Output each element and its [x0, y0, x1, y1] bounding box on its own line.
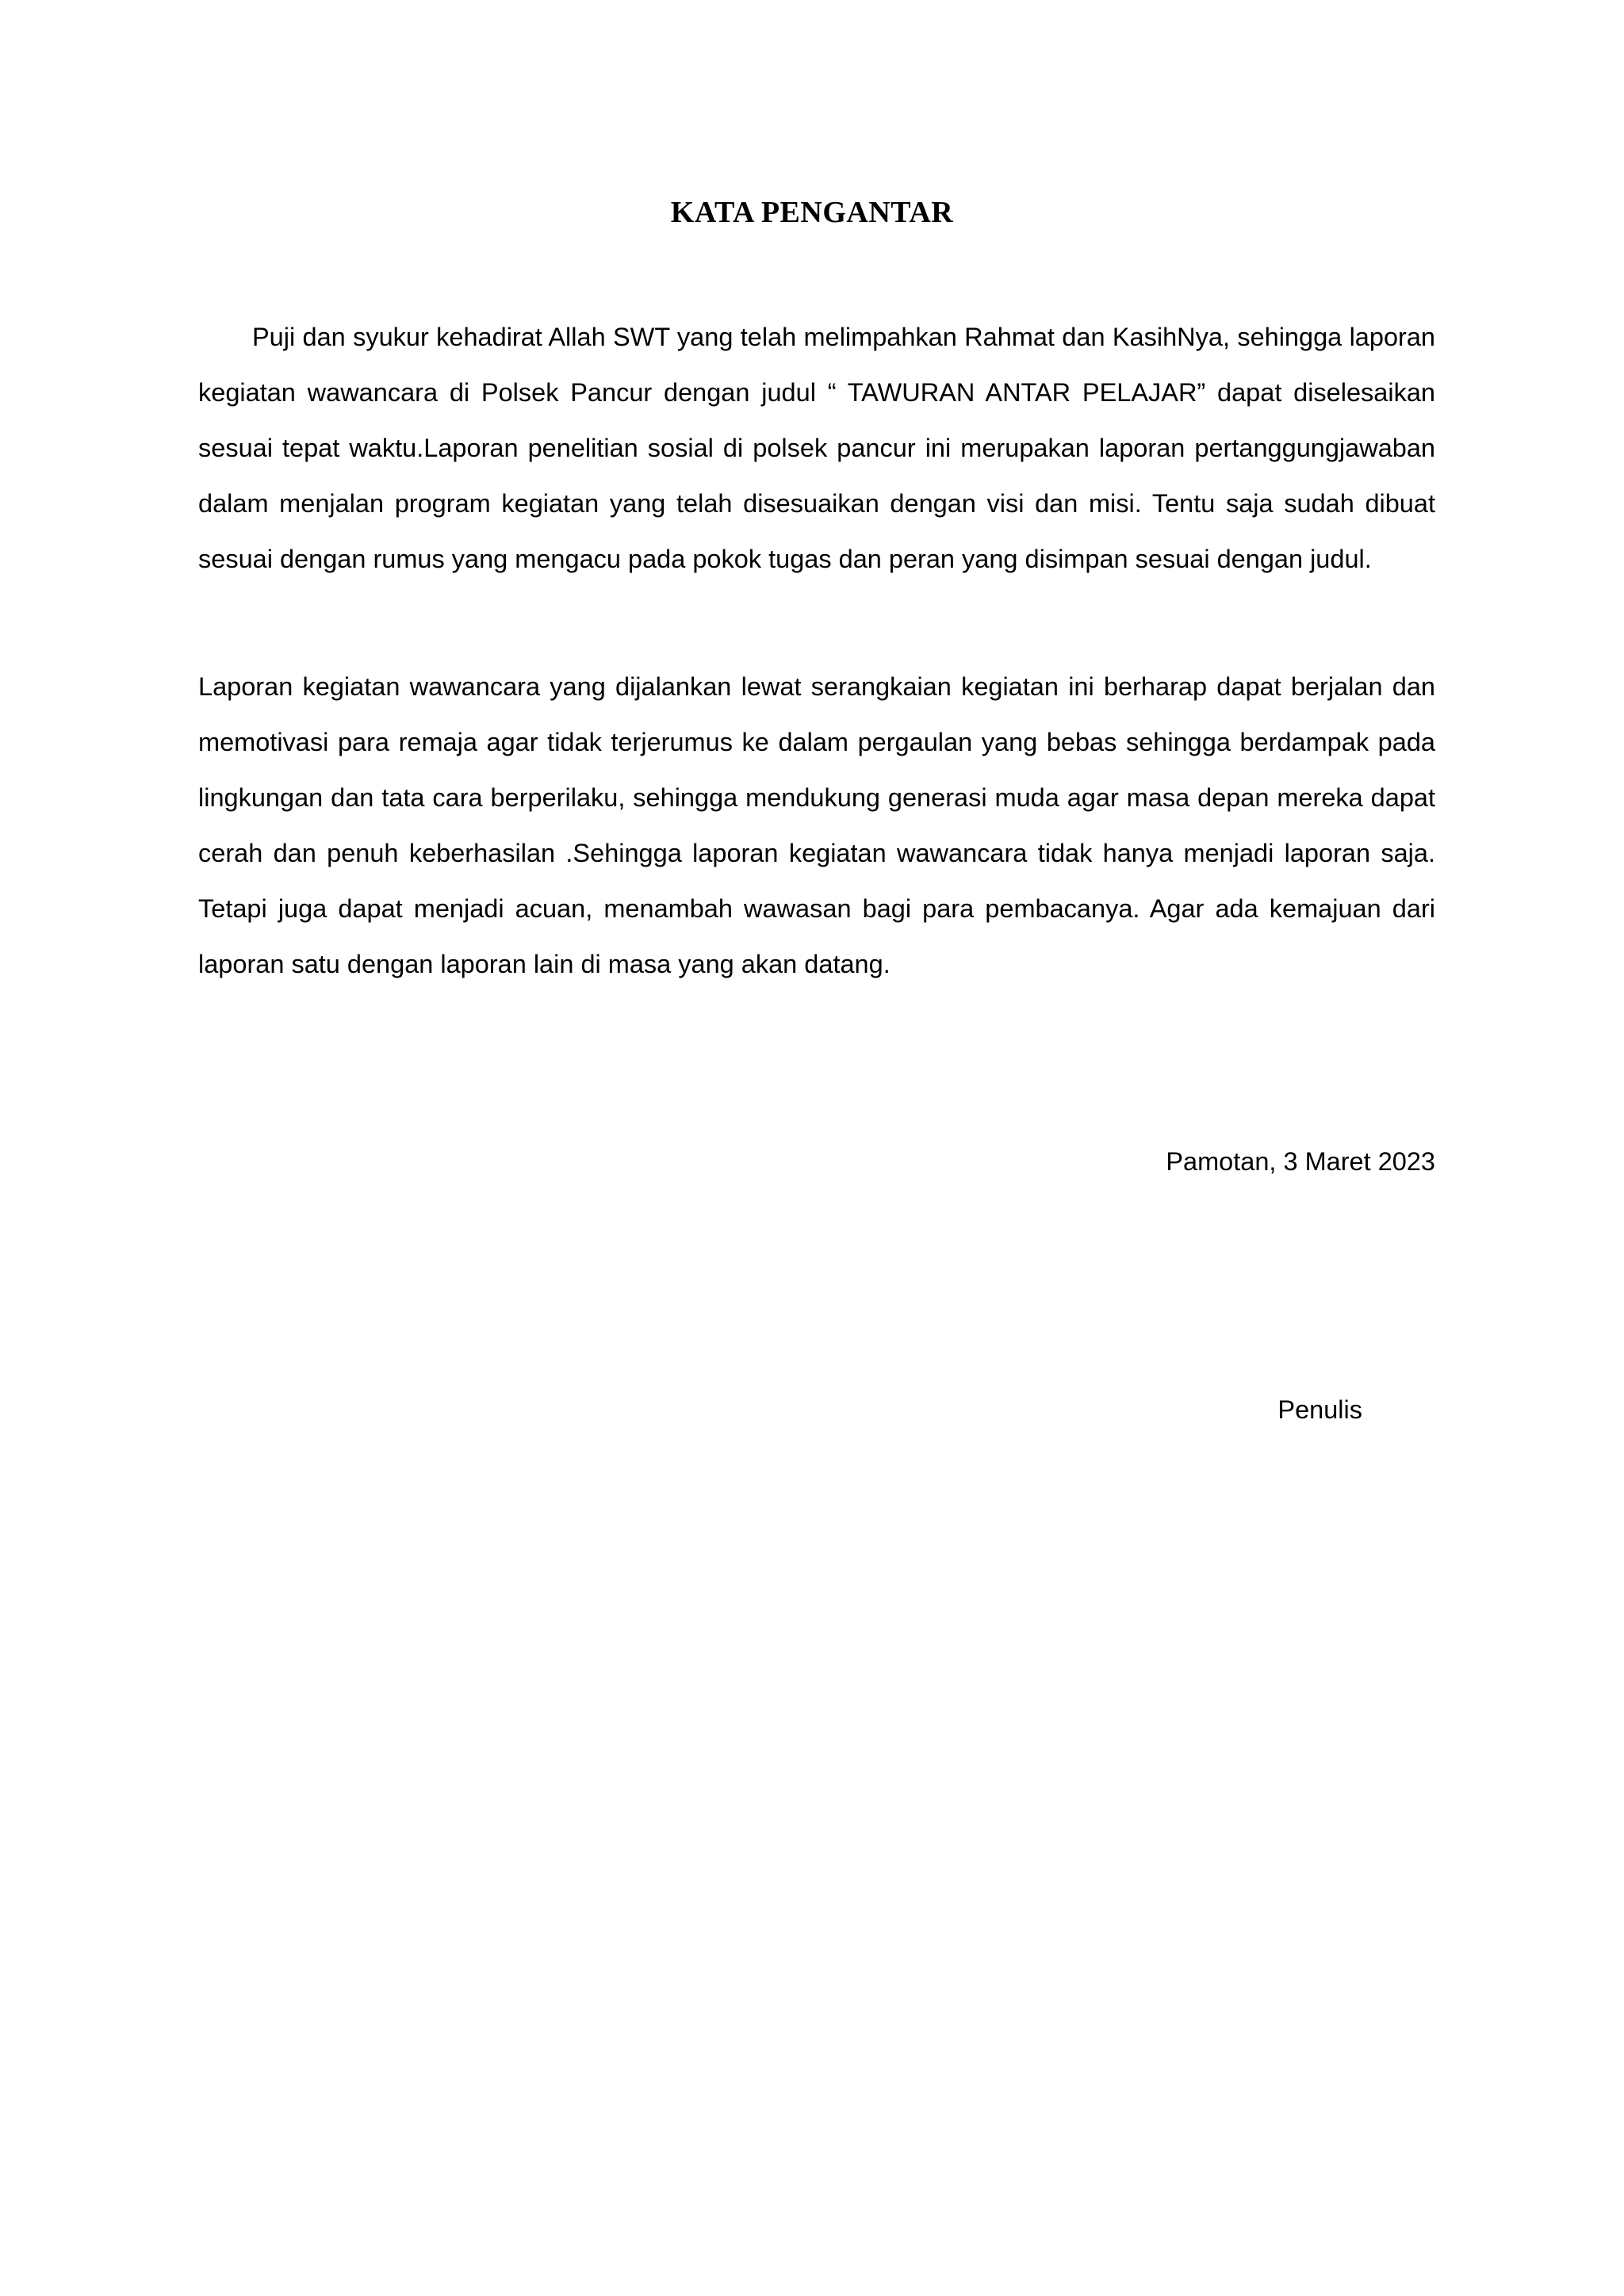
page-title: KATA PENGANTAR: [670, 196, 954, 229]
author-signature: Penulis: [1277, 1395, 1362, 1424]
paragraph-1: Puji dan syukur kehadirat Allah SWT yang telah melimpahkan Rahmat dan KasihNya, sehingga laporan kegiatan wawancara di Polsek Pancur dengan judul “ TAWURAN ANTAR PELAJAR” dapat diselesaikan sesuai tepat waktu.Laporan penelitian sosial di polsek pancur ini merupakan laporan pertanggungjawaban dalam menjalan program kegiatan yang telah disesuaikan dengan visi dan misi. Tentu saja sudah dibuat sesuai dengan rumus yang mengacu pada pokok tugas dan peran yang disimpan sesuai dengan judul.: [198, 323, 1435, 573]
place-date: Pamotan, 3 Maret 2023: [1166, 1147, 1435, 1176]
paragraph-2: Laporan kegiatan wawancara yang dijalankan lewat serangkaian kegiatan ini berharap dapat berjalan dan memotivasi para remaja agar tidak terjerumus ke dalam pergaulan yang bebas sehingga berdampak pada lingkungan dan tata cara berperilaku, sehingga mendukung generasi muda agar masa depan mereka dapat cerah dan penuh keberhasilan .Sehingga laporan kegiatan wawancara tidak hanya menjadi laporan saja. Tetapi juga dapat menjadi acuan, menambah wawasan bagi para pembacanya. Agar ada kemajuan dari laporan satu dengan laporan lain di masa yang akan datang.: [198, 672, 1435, 978]
